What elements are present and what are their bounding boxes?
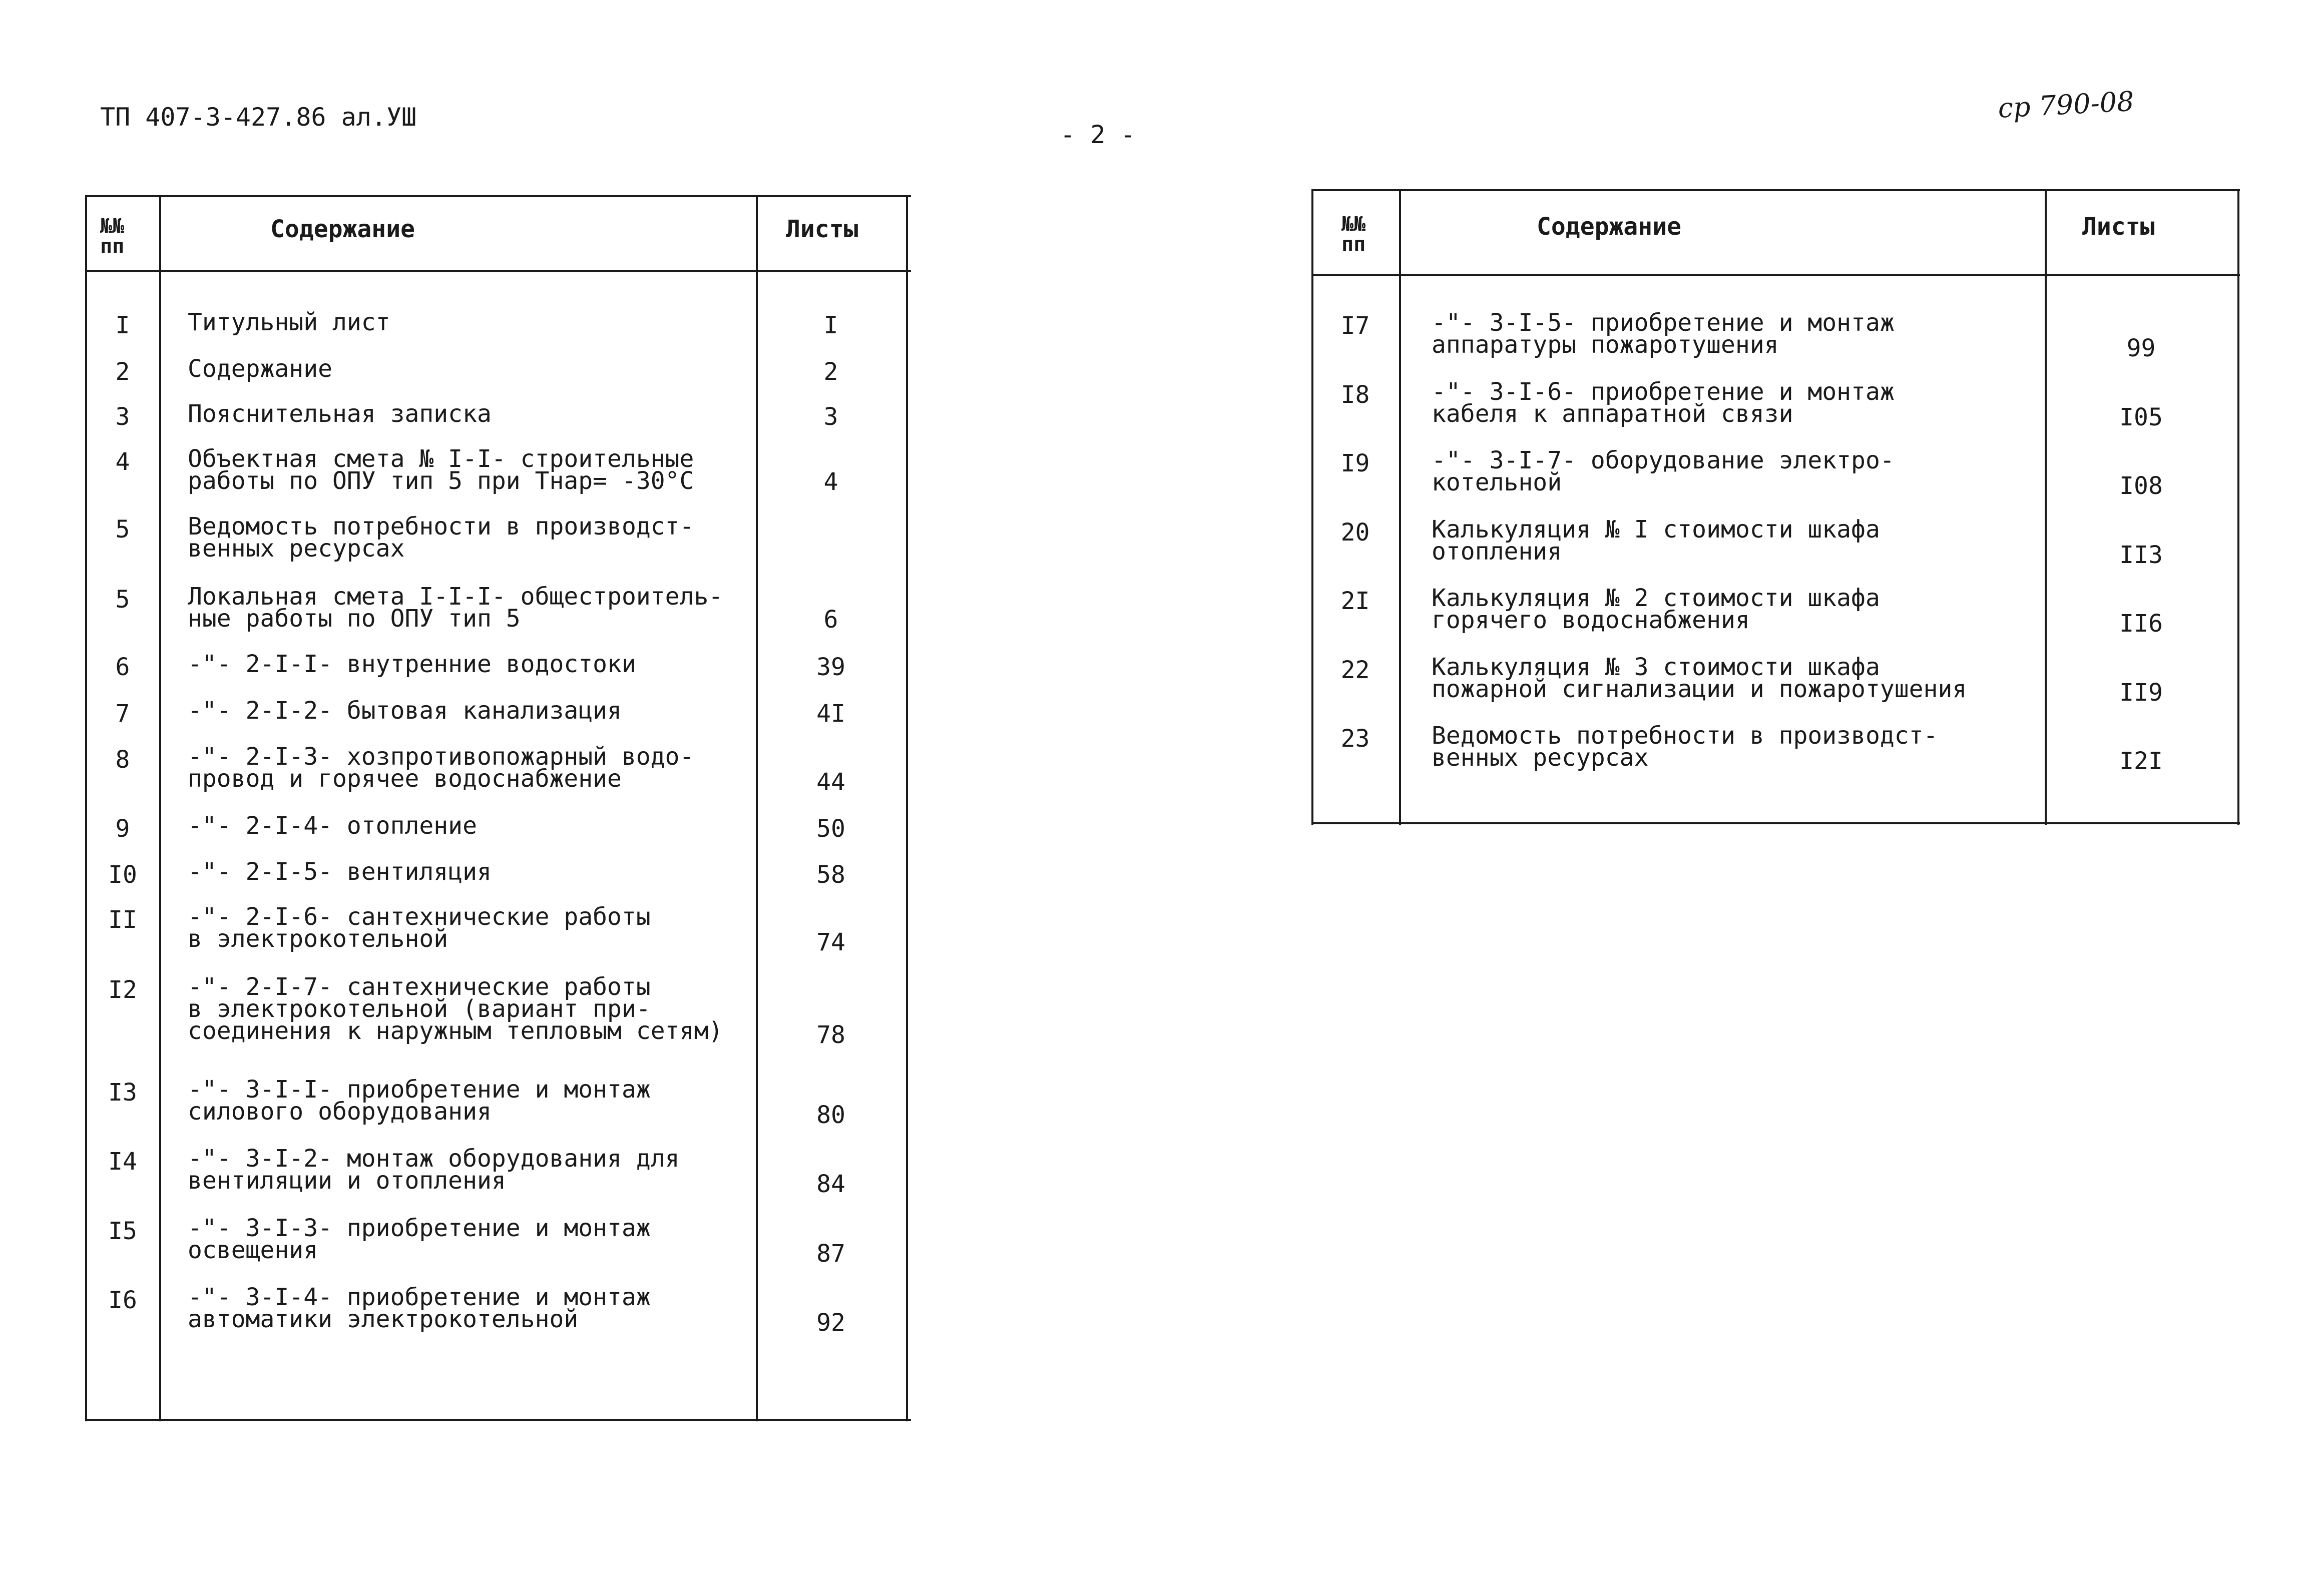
- row-sheet: II6: [2119, 610, 2163, 638]
- row-number: I8: [1340, 381, 1370, 409]
- column-divider: [2045, 189, 2047, 825]
- row-sheet: 87: [816, 1240, 845, 1268]
- row-number: 2: [115, 358, 130, 386]
- archive-number: ср 790-08: [1997, 85, 2135, 124]
- row-sheet: 78: [816, 1021, 845, 1049]
- row-number: I3: [108, 1079, 137, 1107]
- header-rule: [1311, 274, 2240, 276]
- row-content: Калькуляция № 2 стоимости шкафа горячего водоснабжения: [1432, 584, 1880, 634]
- row-number: I4: [108, 1148, 137, 1176]
- row-content: Ведомость потребности в производст- венных ресурсах: [188, 512, 694, 563]
- row-sheet: 74: [816, 928, 845, 956]
- header-rule: [85, 270, 911, 272]
- row-content: Калькуляция № I стоимости шкафа отопления: [1432, 515, 1880, 566]
- row-number: I: [115, 311, 130, 339]
- row-number: I6: [108, 1286, 137, 1314]
- column-header-sheets: Листы: [786, 215, 858, 243]
- row-sheet: 99: [2126, 334, 2156, 362]
- row-number: I0: [108, 861, 137, 889]
- row-content: -"- 3-I-3- приобретение и монтаж освещения: [188, 1214, 651, 1264]
- column-header-content: Содержание: [270, 215, 415, 243]
- column-header-num: №№ пп: [100, 215, 125, 258]
- page-number: - 2 -: [1060, 120, 1136, 149]
- row-content: -"- 3-I-7- оборудование электро- котельной: [1432, 446, 1895, 496]
- row-sheet: 44: [816, 768, 845, 796]
- table-bottom-rule: [85, 1419, 911, 1421]
- row-sheet: 6: [823, 606, 838, 634]
- row-sheet: I08: [2119, 472, 2163, 500]
- row-content: -"- 2-I-5- вентиляция: [188, 858, 492, 886]
- table-right-border: [906, 195, 908, 1421]
- row-number: II: [108, 906, 137, 934]
- row-content: -"- 3-I-4- приобретение и монтаж автоматики электрокотельной: [188, 1283, 651, 1333]
- row-number: 5: [115, 586, 130, 614]
- row-number: 6: [115, 653, 130, 681]
- row-sheet: II9: [2119, 679, 2163, 707]
- row-sheet: I05: [2119, 403, 2163, 431]
- row-content: -"- 3-I-5- приобретение и монтаж аппаратуры пожаротушения: [1432, 309, 1895, 359]
- table-top-rule: [85, 195, 911, 197]
- row-sheet: II3: [2119, 541, 2163, 569]
- row-sheet: 2: [823, 358, 838, 386]
- row-sheet: 3: [823, 403, 838, 431]
- row-content: Локальная смета I-I-I- общестроитель- ные работы по ОПУ тип 5: [188, 583, 723, 633]
- row-content: -"- 2-I-4- отопление: [188, 812, 477, 840]
- row-content: -"- 2-I-3- хозпротивопожарный водо- провод и горячее водоснабжение: [188, 743, 694, 793]
- row-number: I5: [108, 1217, 137, 1245]
- column-divider: [1399, 189, 1401, 825]
- row-number: I2: [108, 976, 137, 1004]
- row-sheet: 50: [816, 815, 845, 843]
- row-number: 2I: [1340, 587, 1370, 615]
- row-number: 5: [115, 515, 130, 544]
- row-sheet: 4I: [816, 700, 845, 728]
- row-number: 8: [115, 746, 130, 774]
- table-right-border: [2237, 189, 2239, 825]
- row-sheet: I: [823, 311, 838, 339]
- row-number: 20: [1340, 518, 1370, 547]
- row-content: Пояснительная записка: [188, 400, 492, 428]
- row-content: -"- 2-I-2- бытовая канализация: [188, 697, 622, 725]
- row-sheet: 92: [816, 1309, 845, 1337]
- contents-table-left: [85, 195, 911, 1421]
- row-content: Объектная смета № I-I- строительные работы по ОПУ тип 5 при Тнар= -30°С: [188, 445, 694, 495]
- row-content: -"- 3-I-2- монтаж оборудования для вентиляции и отопления: [188, 1145, 680, 1195]
- row-content: Титульный лист: [188, 308, 390, 336]
- document-code: ТП 407-3-427.86 ал.УШ: [100, 103, 417, 132]
- row-number: 7: [115, 700, 130, 728]
- row-content: -"- 3-I-6- приобретение и монтаж кабеля к аппаратной связи: [1432, 378, 1895, 428]
- row-sheet: 4: [823, 468, 838, 496]
- row-content: -"- 2-I-6- сантехнические работы в электрокотельной: [188, 903, 651, 953]
- column-header-num: №№ пп: [1341, 213, 1366, 256]
- table-bottom-rule: [1311, 822, 2240, 824]
- table-top-rule: [1311, 189, 2240, 191]
- row-number: 9: [115, 815, 130, 843]
- row-sheet: I2I: [2119, 747, 2163, 775]
- column-header-sheets: Листы: [2082, 213, 2155, 241]
- row-content: -"- 2-I-I- внутренние водостоки: [188, 650, 636, 678]
- row-number: 3: [115, 403, 130, 431]
- contents-table-right: [1311, 189, 2240, 825]
- row-content: Калькуляция № 3 стоимости шкафа пожарной сигнализации и пожаротушения: [1432, 653, 1967, 703]
- row-number: I7: [1340, 312, 1370, 340]
- row-content: Содержание: [188, 355, 332, 383]
- row-content: -"- 3-I-I- приобретение и монтаж силового оборудования: [188, 1076, 651, 1126]
- row-sheet: 84: [816, 1170, 845, 1198]
- row-content: Ведомость потребности в производст- венных ресурсах: [1432, 722, 1938, 772]
- row-sheet: 80: [816, 1101, 845, 1129]
- column-divider: [756, 195, 758, 1421]
- row-number: 23: [1340, 725, 1370, 753]
- row-number: 4: [115, 448, 130, 476]
- column-header-content: Содержание: [1537, 213, 1681, 241]
- row-content: -"- 2-I-7- сантехнические работы в электрокотельной (вариант при- соединения к наружным тепловым сетям): [188, 973, 723, 1045]
- row-number: 22: [1340, 656, 1370, 684]
- row-number: I9: [1340, 449, 1370, 477]
- row-sheet: 58: [816, 861, 845, 889]
- row-sheet: 39: [816, 653, 845, 681]
